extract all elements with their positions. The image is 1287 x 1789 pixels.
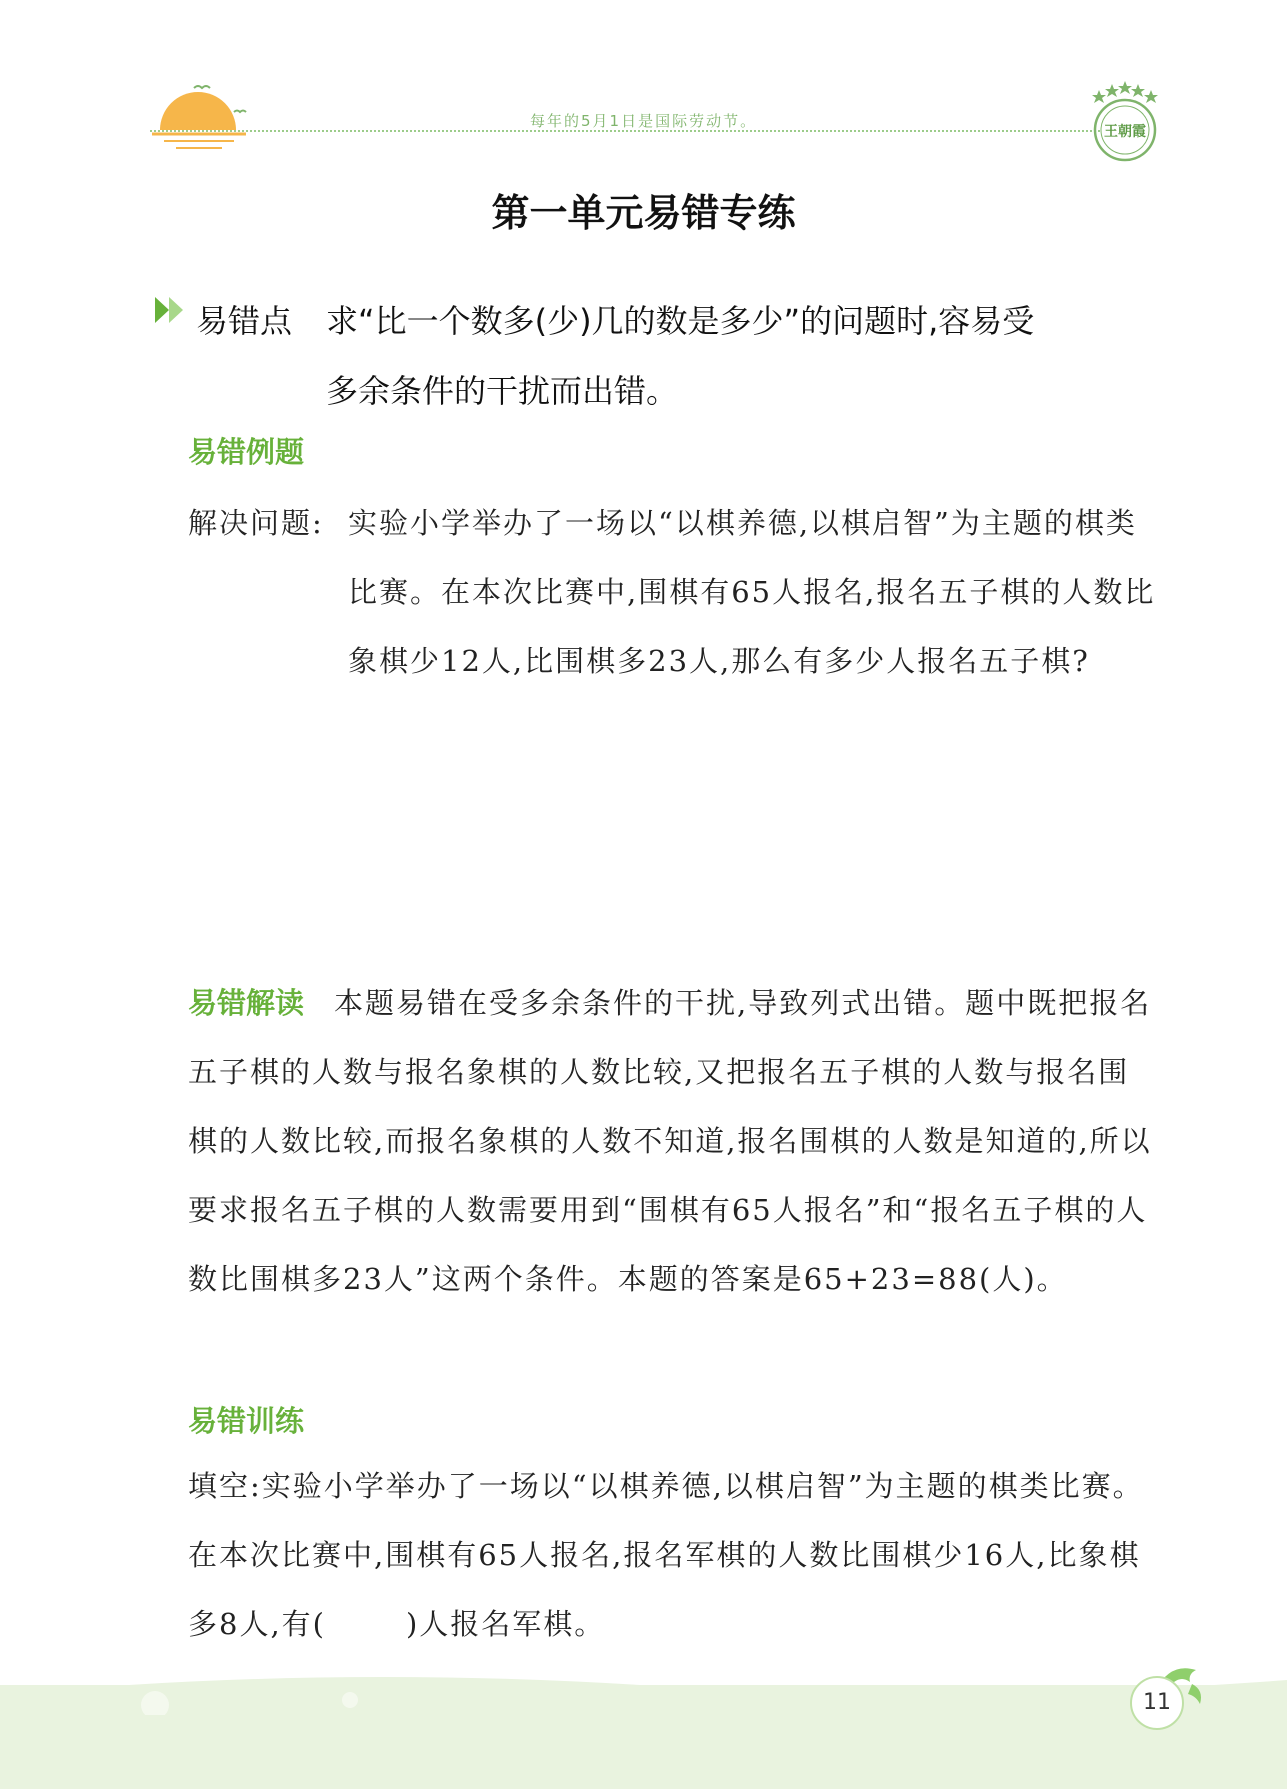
sun-logo-icon	[150, 78, 250, 158]
footer-wave	[0, 1655, 1287, 1715]
example-section-label: 易错例题	[188, 435, 305, 469]
example-question-text: 实验小学举办了一场以“以棋养德,以棋启智”为主题的棋类比赛。在本次比赛中,围棋有65人报名,报名五子棋的人数比象棋少12人,比围棋多23人,那么有多少人报名五子棋?	[348, 506, 1156, 678]
error-point-label: 易错点	[196, 302, 293, 340]
page-number: 11	[1130, 1676, 1184, 1730]
page-title: 第一单元易错专练	[491, 191, 796, 235]
example-prefix: 解决问题:	[188, 506, 324, 540]
error-point	[196, 286, 1156, 426]
training-section-label: 易错训练	[188, 1404, 305, 1438]
training-question	[188, 1452, 1158, 1659]
brand-seal-text: 王朝霞	[1104, 124, 1146, 140]
analysis-paragraph	[188, 969, 1158, 1314]
error-point-text-line2: 多余条件的干扰而出错。	[326, 372, 679, 410]
double-arrow-icon	[155, 297, 189, 323]
training-text-before-blank: 填空:实验小学举办了一场以“以棋养德,以棋启智”为主题的棋类比赛。在本次比赛中,围棋有65人报名,报名军棋的人数比围棋少16人,比象棋多8人,有(	[188, 1469, 1144, 1641]
analysis-text: 本题易错在受多余条件的干扰,导致列式出错。题中既把报名五子棋的人数与报名象棋的人数比较,又把报名五子棋的人数与报名围棋的人数比较,而报名象棋的人数不知道,报名围棋的人数是知道的,所以要求报名五子棋的人数需要用到“围棋有65人报名”和“报名五子棋的人数比围棋多23人”这两个条件。本题的答案是65+23=88(人)。	[188, 986, 1152, 1296]
header-fact-text: 每年的5月1日是国际劳动节。	[530, 112, 758, 130]
training-text-after-blank: )人报名军棋。	[405, 1607, 606, 1641]
error-point-text-line1: 求“比一个数多(少)几的数是多少”的问题时,容易受	[326, 302, 1035, 340]
brand-seal-icon	[1085, 78, 1165, 168]
analysis-section-label: 易错解读	[188, 986, 305, 1020]
